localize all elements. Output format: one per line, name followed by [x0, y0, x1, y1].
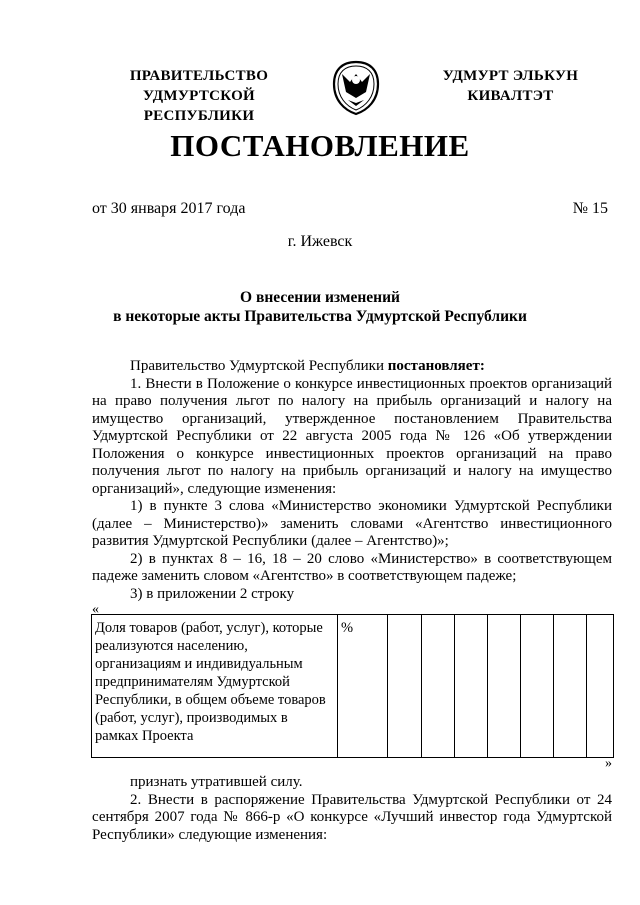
item-2-paragraph: 2. Внести в распоряжение Правительства Удмуртской Республики от 24 сентября 2007 года № 866-р «О конкурсе «Лучший инвестор года Удмуртской Республики» следующие изменения:	[92, 791, 612, 843]
government-name-russian	[88, 66, 310, 126]
quote-close: »	[605, 756, 612, 771]
government-name-udmurt-line2: КИВАЛТЭТ	[467, 88, 554, 104]
table-empty-cell	[455, 615, 488, 758]
table-empty-cell	[388, 615, 422, 758]
subitem-1-paragraph: 1) в пункте 3 слова «Министерство экономики Удмуртской Республики (далее – Министерство)» заменить словами «Агентство инвестиционного развития Удмуртской Республики (далее – Агентство)»;	[92, 498, 612, 549]
document-number: № 15	[572, 200, 608, 217]
quote-open: «	[92, 602, 99, 617]
intro-text: Правительство Удмуртской Республики	[130, 358, 388, 374]
document-date: от 30 января 2017 года	[92, 200, 246, 217]
after-table-paragraph: признать утратившей силу.	[130, 774, 303, 790]
intro-paragraph	[92, 358, 612, 376]
document-city: г. Ижевск	[287, 233, 353, 250]
government-name-line1: ПРАВИТЕЛЬСТВО	[129, 68, 269, 84]
subitem-2-paragraph: 2) в пунктах 8 – 16, 18 – 20 слово «Министерство» в соответствующем падеже заменить словом «Агентство» в соответствующем падеже;	[92, 550, 612, 584]
amendment-table	[91, 614, 614, 758]
document-body-continued	[92, 774, 612, 844]
document-body	[92, 358, 612, 603]
government-name-line2: УДМУРТСКОЙ РЕСПУБЛИКИ	[143, 88, 255, 124]
table-empty-cell	[488, 615, 521, 758]
document-subject	[0, 288, 640, 326]
document-title: ПОСТАНОВЛЕНИЕ	[170, 128, 470, 163]
subject-line1: О внесении изменений	[240, 289, 400, 306]
government-name-udmurt	[418, 66, 603, 106]
table-row	[92, 615, 614, 758]
table-empty-cell	[587, 615, 614, 758]
udmurt-coat-of-arms-icon	[328, 60, 384, 116]
table-empty-cell	[554, 615, 587, 758]
item-1-paragraph: 1. Внести в Положение о конкурсе инвестиционных проектов организаций на право получения льгот по налогу на прибыль организаций и налогу на имущество организаций, утвержденное постановлением Правительства Удмуртской Республики от 22 августа 2005 года № 126 «Об утверждении Положения о конкурсе инвестиционных проектов организаций на право получения льгот по налогу на прибыль организаций и налогу на имущество организаций», следующие изменения:	[92, 375, 612, 497]
government-name-udmurt-line1: УДМУРТ ЭЛЬКУН	[442, 68, 579, 84]
table-row-label: Доля товаров (работ, услуг), которые реализуются населению, организациям и индивидуальным предпринимателям Удмуртской Республики, в общем объеме товаров (работ, услуг), производимых в рамках Проекта	[92, 615, 338, 758]
subject-line2: в некоторые акты Правительства Удмуртской Республики	[113, 308, 527, 325]
table-empty-cell	[422, 615, 455, 758]
intro-bold: постановляет:	[387, 358, 485, 374]
table-unit-cell: %	[338, 615, 388, 758]
table-empty-cell	[521, 615, 554, 758]
subitem-3-paragraph: 3) в приложении 2 строку	[130, 585, 295, 602]
